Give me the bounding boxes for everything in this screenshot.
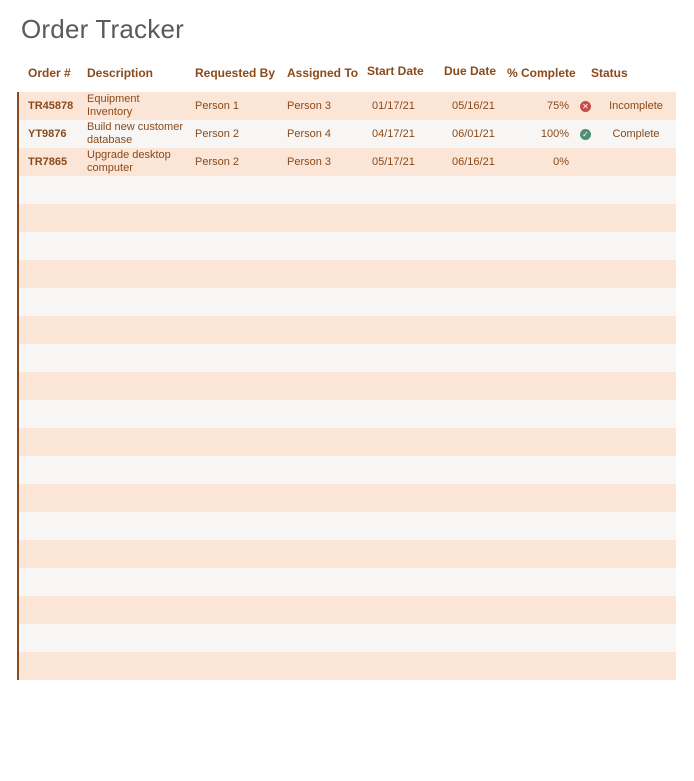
requested-by-cell[interactable]: Person 2 — [195, 128, 240, 140]
header-status[interactable]: Status — [591, 66, 628, 80]
assigned-to-cell[interactable]: Person 3 — [287, 156, 332, 168]
status-icon-cell — [580, 120, 591, 148]
table-row[interactable] — [19, 120, 676, 148]
order-number-cell[interactable]: TR45878 — [28, 100, 74, 112]
header-description[interactable]: Description — [87, 66, 154, 80]
x-circle-icon: ✕ — [580, 101, 591, 112]
due-date-cell[interactable]: 06/16/21 — [452, 156, 495, 168]
order-table — [17, 92, 676, 680]
empty-row[interactable] — [19, 232, 676, 260]
empty-row[interactable] — [19, 400, 676, 428]
header-requested-by[interactable]: Requested By — [195, 66, 276, 80]
empty-row[interactable] — [19, 484, 676, 512]
header-due-date[interactable]: Due Date — [444, 64, 497, 78]
empty-row[interactable] — [19, 624, 676, 652]
pct-complete-cell[interactable]: 75% — [546, 100, 569, 112]
start-date-cell[interactable]: 04/17/21 — [372, 128, 415, 140]
table-header — [18, 62, 674, 84]
requested-by-cell[interactable]: Person 1 — [195, 100, 240, 112]
order-number-cell[interactable]: YT9876 — [28, 128, 67, 140]
table-row[interactable] — [19, 92, 676, 120]
order-number-cell[interactable]: TR7865 — [28, 156, 68, 168]
empty-row[interactable] — [19, 176, 676, 204]
header-assigned-to[interactable]: Assigned To — [287, 66, 359, 80]
header-start-date[interactable]: Start Date — [367, 64, 424, 78]
empty-row[interactable] — [19, 288, 676, 316]
status-icon-cell — [580, 92, 591, 120]
empty-row[interactable] — [19, 456, 676, 484]
description-cell[interactable]: Upgrade desktop computer — [87, 149, 171, 174]
pct-complete-cell[interactable]: 0% — [553, 156, 569, 168]
pct-complete-cell[interactable]: 100% — [540, 128, 569, 140]
empty-row[interactable] — [19, 372, 676, 400]
header-pct-complete[interactable]: % Complete — [507, 66, 576, 80]
description-cell[interactable]: Build new customer database — [87, 121, 183, 146]
assigned-to-cell[interactable]: Person 4 — [287, 128, 332, 140]
empty-row[interactable] — [19, 568, 676, 596]
table-row[interactable] — [19, 148, 676, 176]
empty-row[interactable] — [19, 204, 676, 232]
empty-row[interactable] — [19, 316, 676, 344]
start-date-cell[interactable]: 05/17/21 — [372, 156, 415, 168]
empty-row[interactable] — [19, 512, 676, 540]
empty-row[interactable] — [19, 428, 676, 456]
empty-row[interactable] — [19, 596, 676, 624]
due-date-cell[interactable]: 05/16/21 — [452, 100, 495, 112]
check-circle-icon: ✓ — [580, 129, 591, 140]
empty-row[interactable] — [19, 540, 676, 568]
status-cell[interactable]: Incomplete — [609, 100, 663, 112]
empty-row[interactable] — [19, 652, 676, 680]
page-title: Order Tracker — [21, 14, 184, 44]
due-date-cell[interactable]: 06/01/21 — [452, 128, 495, 140]
empty-row[interactable] — [19, 260, 676, 288]
start-date-cell[interactable]: 01/17/21 — [372, 100, 415, 112]
assigned-to-cell[interactable]: Person 3 — [287, 100, 332, 112]
status-cell[interactable]: Complete — [612, 128, 660, 140]
requested-by-cell[interactable]: Person 2 — [195, 156, 240, 168]
empty-row[interactable] — [19, 344, 676, 372]
description-cell[interactable]: Equipment Inventory — [87, 93, 140, 118]
status-cell[interactable] — [601, 148, 671, 176]
header-order[interactable]: Order # — [28, 66, 71, 80]
